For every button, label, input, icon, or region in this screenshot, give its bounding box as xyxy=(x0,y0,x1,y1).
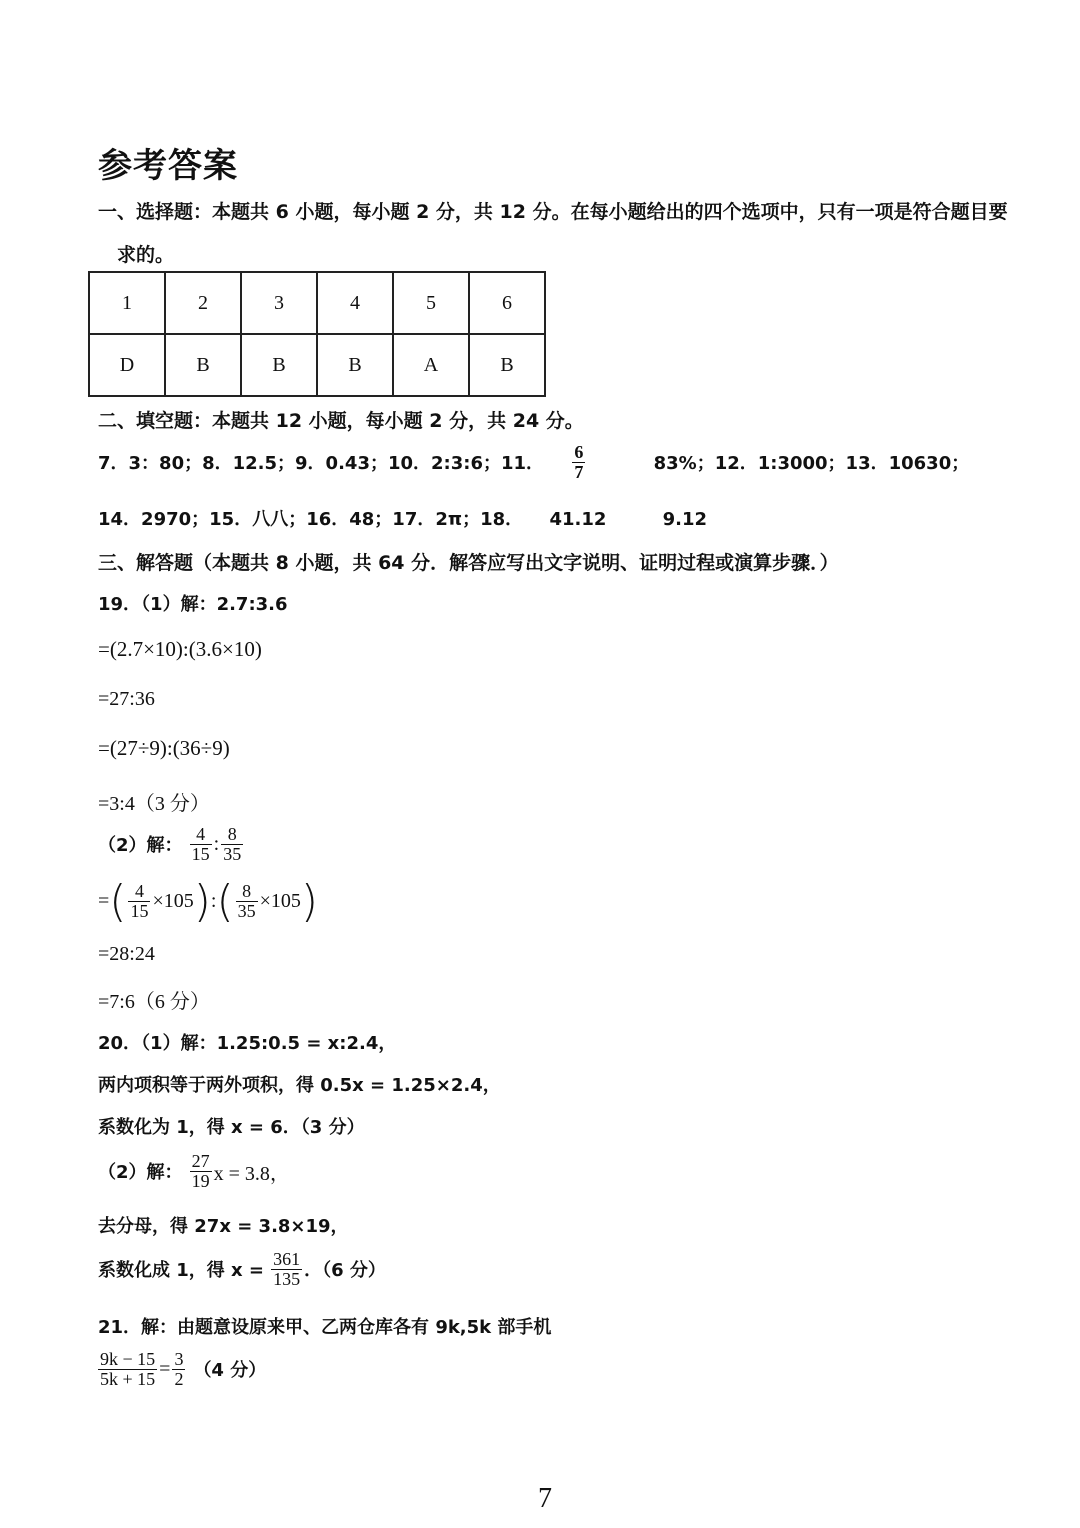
fraction-denominator: 15 xyxy=(130,901,149,921)
fraction-8-35 xyxy=(236,882,258,921)
fraction-denominator: 5k + 15 xyxy=(100,1368,156,1389)
q19-part2-label: （2）解： xyxy=(98,835,183,857)
q19-step1: =(2.7×10):(3.6×10) xyxy=(98,637,262,661)
multiplier: ×105 xyxy=(259,890,301,912)
fraction-8-35 xyxy=(221,825,243,864)
q20-part2-step1: 去分母，得 27x = 3.8×19， xyxy=(98,1216,349,1237)
equals-sign: = xyxy=(98,890,110,912)
paren-open: ( xyxy=(216,876,234,927)
paren-open: ( xyxy=(109,876,127,927)
fraction-numerator: 4 xyxy=(190,825,212,845)
fraction-361-135 xyxy=(271,1250,302,1289)
answer-table-cell: B xyxy=(469,334,545,396)
q20-part2-step2 xyxy=(98,1250,386,1289)
answer-table-cell: 6 xyxy=(469,272,545,334)
q20-step1: 两内项积等于两外项积，得 0.5x = 1.25×2.4， xyxy=(98,1075,501,1096)
answer-table-cell: A xyxy=(393,334,469,396)
fill-answers-text: 7．3：80；8．12.5；9．0.43；10．2:3:6；11． xyxy=(98,453,545,475)
fraction-numerator: 8 xyxy=(236,882,258,902)
q20-step2: 系数化为 1，得 x = 6．（3 分） xyxy=(98,1117,365,1138)
fraction-numerator: 6 xyxy=(574,442,584,462)
q21-intro: 21．解：由题意设原来甲、乙两仓库各有 9k,5k 部手机 xyxy=(98,1317,552,1338)
fraction-denominator: 7 xyxy=(574,461,584,482)
section1-heading-cont: 求的。 xyxy=(117,244,175,266)
q20-part2-step2-score: ．（6 分） xyxy=(304,1260,386,1282)
q20-part2 xyxy=(98,1152,290,1191)
answer-table-cell: 2 xyxy=(165,272,241,334)
answer-table-header-row xyxy=(89,272,545,334)
fraction-denominator: 135 xyxy=(273,1268,301,1289)
answer-table-cell: D xyxy=(89,334,165,396)
fraction-denominator: 19 xyxy=(191,1170,210,1191)
section2-heading: 二、填空题：本题共 12 小题，每小题 2 分，共 24 分。 xyxy=(98,410,584,432)
fraction-numerator: 27 xyxy=(191,1151,210,1171)
answer-table-cell: B xyxy=(241,334,317,396)
paren-close: ) xyxy=(300,876,319,927)
fraction-numerator: 9k − 15 xyxy=(100,1349,156,1369)
q20-part2-step2-text: 系数化成 1，得 x = xyxy=(98,1260,265,1282)
fraction-q21-right xyxy=(172,1350,185,1389)
fill-answers-row1 xyxy=(98,443,969,482)
q19-part2 xyxy=(98,825,245,864)
fill-answers-text: 14．2970；15．八八；16．48；17．2π；18． xyxy=(98,509,524,530)
q19-part1: 19．（1）解：2.7:3.6 xyxy=(98,594,288,615)
fraction-4-15 xyxy=(190,825,212,864)
fraction-numerator: 3 xyxy=(174,1349,184,1369)
q19-part2-step3: =7:6（6 分） xyxy=(98,991,210,1013)
section1-heading: 一、选择题：本题共 6 小题，每小题 2 分，共 12 分。在每小题给出的四个选项中，只有一项是符合题目要 xyxy=(98,201,1008,223)
fill-answers-row2 xyxy=(98,505,707,531)
answer-table-cell: 5 xyxy=(393,272,469,334)
ratio-colon: : xyxy=(210,890,217,912)
q19-step4: =3:4（3 分） xyxy=(98,793,210,815)
fraction-numerator: 361 xyxy=(273,1249,301,1269)
page-title: 参考答案 xyxy=(98,146,238,186)
q21-equation xyxy=(98,1350,266,1389)
answer-table-cell: B xyxy=(317,334,393,396)
q19-step2: =27:36 xyxy=(98,688,155,710)
paren-close: ) xyxy=(193,876,211,927)
fraction-denominator: 2 xyxy=(174,1368,184,1389)
fraction-denominator: 35 xyxy=(237,901,256,921)
page-number: 7 xyxy=(538,1483,552,1514)
fraction-denominator: 35 xyxy=(223,843,242,864)
fraction-27-19 xyxy=(190,1152,212,1191)
fraction-numerator: 8 xyxy=(221,825,243,845)
q20-part2-label: （2）解： xyxy=(98,1162,183,1184)
fraction-q21-left xyxy=(98,1350,157,1389)
fraction-numerator: 4 xyxy=(128,882,150,902)
q19-step3: =(27÷9):(36÷9) xyxy=(98,736,230,760)
q19-part2-step1 xyxy=(98,876,318,927)
fill-answers-text: 83%；12．1:3000；13．10630； xyxy=(653,453,970,475)
fraction-6-7 xyxy=(572,443,585,482)
answer-table xyxy=(88,271,546,397)
answer-table-cell: 3 xyxy=(241,272,317,334)
fill-answer-18-b: 9.12 xyxy=(662,509,708,530)
q19-part2-step2: =28:24 xyxy=(98,943,155,965)
fill-answer-18-a: 41.12 xyxy=(549,509,607,530)
ratio-colon: : xyxy=(213,832,220,855)
equals-sign: = xyxy=(159,1357,171,1380)
q20-part1: 20．（1）解：1.25:0.5 = x:2.4， xyxy=(98,1033,397,1054)
fraction-4-15 xyxy=(128,882,150,921)
answer-table-cell: 1 xyxy=(89,272,165,334)
answer-table-cell: B xyxy=(165,334,241,396)
section3-heading: 三、解答题（本题共 8 小题，共 64 分．解答应写出文字说明、证明过程或演算步骤．） xyxy=(98,552,839,574)
q21-score: （4 分） xyxy=(193,1360,267,1382)
multiplier: ×105 xyxy=(152,890,194,912)
equation-rest: x = 3.8， xyxy=(213,1162,290,1185)
answer-table-answer-row xyxy=(89,334,545,396)
fraction-denominator: 15 xyxy=(191,843,210,864)
answer-table-cell: 4 xyxy=(317,272,393,334)
